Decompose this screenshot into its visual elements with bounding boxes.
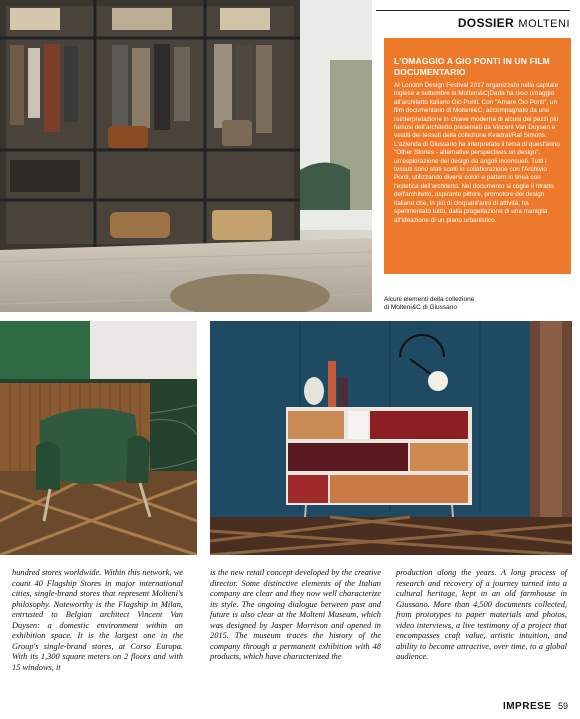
- caption-line-2: di Molteni&C di Giussano: [384, 304, 457, 311]
- body-column-3: production along the years. A long process of research and recovery of a journey turned into a cultural heritage, kept in an old farmhouse in Giussano. More than 4,500 documents collected, from prototypes to paper materials and photos, video interviews, a live testimony of a project that encompasses craft value, artistic intuition, and ability to become attractive, over time, to a global audience.: [396, 568, 567, 661]
- sidebar-box: [384, 38, 571, 274]
- page-number: 59: [557, 701, 568, 711]
- page-footer: [503, 701, 568, 712]
- caption-line-1: Alcuni elementi della collezione: [384, 296, 475, 303]
- body-column-1: hundred stores worldwide. Within this network, we count 40 Flagship Stores in major international cities, single-brand stores that represent Molteni's philosophy. Noteworthy is the Flagship in Milan, entrusted to Belgian architect Vincent Van Duysen: a domestic environment within an exhibition space. It is the largest one in the Group's single-brand stores, at Corso Europa. With its 1,300 square meters on 2 floors and with 15 windows, it: [12, 568, 183, 672]
- section-title-bold: DOSSIER: [457, 16, 514, 30]
- body-column-2: is the new retail concept developed by the creative director. Some distinctive elements of the Italian company are clear and they now well characterize its style. The ongoing dialogue between past and future is also clear at the Molteni Museum, which was designed by Jasper Morrison and opened in 2015. The museum traces the history of the company through a permanent exhibition with 48 products, which have characterized the: [210, 568, 381, 661]
- armchair-photo: [0, 321, 197, 555]
- section-title-light: MOLTENI: [518, 18, 570, 30]
- sidebar-title: L'OMAGGIO A GIO PONTI IN UN FILM DOCUMENTARIO: [394, 56, 550, 77]
- section-header: [376, 10, 570, 30]
- wardrobe-photo: [0, 0, 372, 312]
- magazine-name: IMPRESE: [502, 701, 552, 712]
- photo-caption: [384, 296, 574, 312]
- sideboard-photo: [210, 321, 572, 555]
- sidebar-text: Al London Design Festival 2017 organizzato nella capitale inglese a settembre la Molteni&C|Dada ha reso omaggio all'architetto italiano Gio Ponti. Con "Amare Gio Ponti", un film documentario di Molteni&C, accompagnato da una reinterpretazione in chiave moderna di alcuni dei pezzi più famosi dell'architetto presentati da Vincent Van Duysen e vestiti dei tessuti della collezione Kvadrat/Raf Simons. L'azienda di Giussano ha interpretato il tema di quest'anno "Other Stories - alternative perspectives on design", un'esplorazione del design da angoli inconsueti. Tutti i tessuti sono stati scelti in collaborazione con l'Archivio Ponti, utilizzando diversi colori e pattern in linea con l'estetica dell'architetto. Nel documento si coglie il ritratto dell'architetto, aspirante pittore, promotore del design italiano che, in più di cinquant'anni di attività, ha sperimentato tutto, dalla progettazione di una maniglia all'ideazione di un piano urbanistico.: [394, 82, 560, 224]
